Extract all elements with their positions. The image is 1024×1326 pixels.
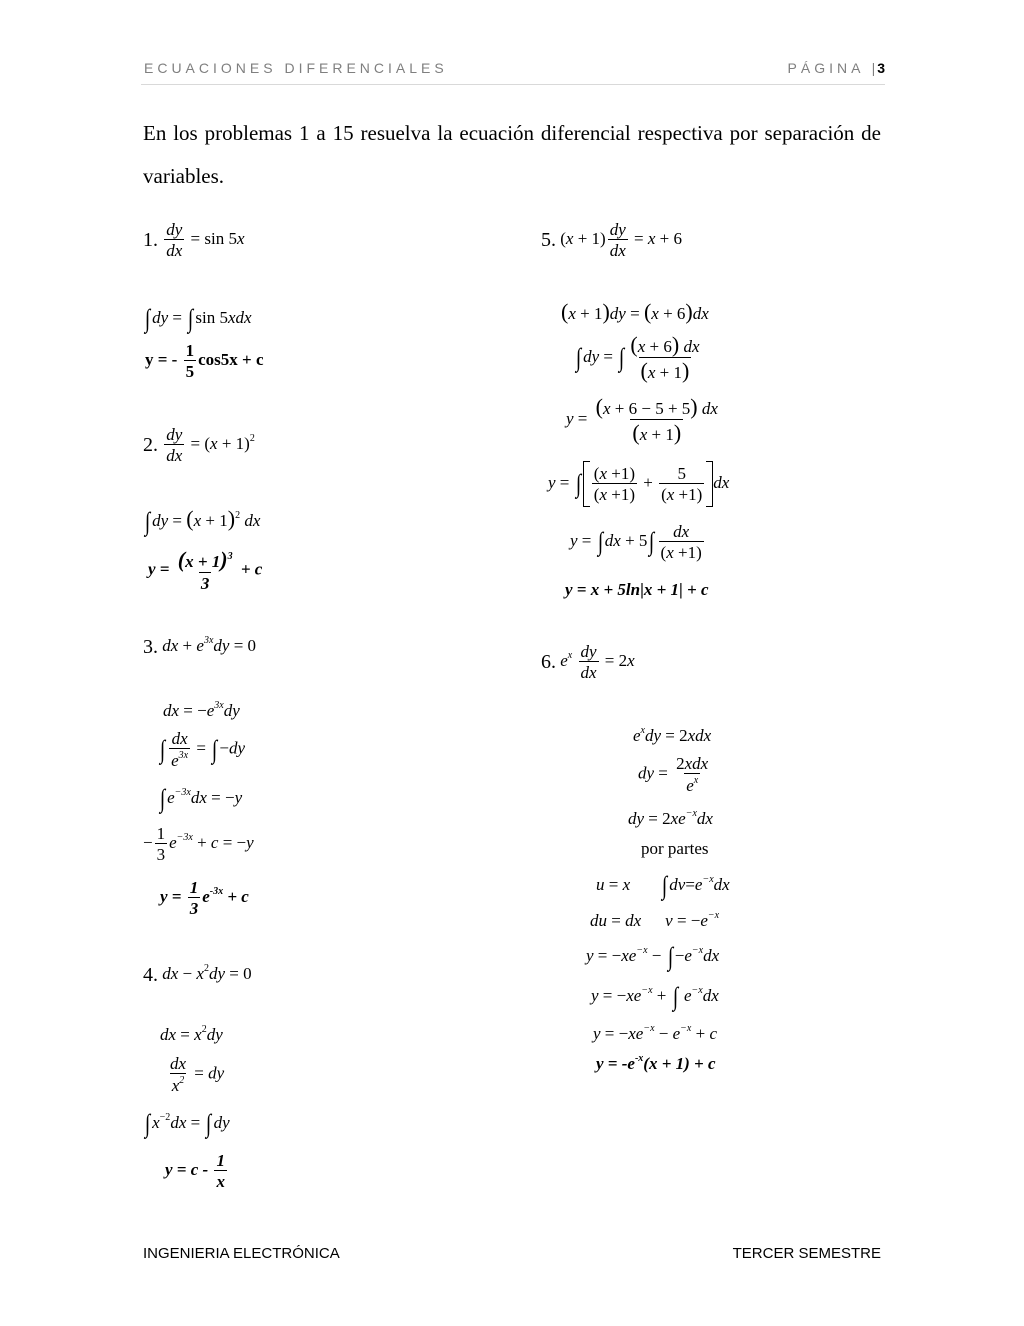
problem-3-step-1: dx = $-e^{3x}dy$: [163, 700, 240, 720]
header-title: ECUACIONES DIFERENCIALES: [144, 60, 448, 76]
problem-3-step-3: ∫ $e^{-3x}dx = -y$: [159, 784, 243, 813]
problem-6-step-2: dy = $\frac{\text{2xdx}}{e^x}$: [638, 754, 709, 795]
problem-number: 2.: [143, 434, 158, 456]
problem-number: 1.: [143, 229, 158, 251]
problem-6-equation: 6. $e^x$ $\frac{dy}{dx}$ = 2x: [541, 642, 635, 682]
footer-left: INGENIERIA ELECTRÓNICA: [143, 1245, 340, 1262]
problem-5-step-3: y = $\frac{(x + 6 - 5 + 5) dx}{(x + 1)}$: [566, 394, 718, 445]
problem-1-answer: y = - $\frac{1}{5}$ cos5x + c: [145, 341, 264, 381]
problem-1-step-1: ∫ dy = ∫ sin 5xdx: [144, 304, 252, 333]
problem-6-step-3: dy = $2xe^{-x}dx$: [628, 808, 713, 828]
problem-4-step-2: $\frac{dx}{x^2}$ = dy: [170, 1054, 225, 1095]
header-page-label: PÁGINA: [787, 60, 864, 76]
problem-4-step-3: ∫ $x^{-2}dx$ = ∫ dy: [144, 1109, 230, 1138]
intro-paragraph: En los problemas 1 a 15 resuelva la ecuación diferencial respectiva por separación de variables.: [143, 121, 881, 188]
problem-3-equation: 3. dx + $e^{3x}dy = 0$: [143, 635, 257, 659]
problem-6-step-8: $y = -xe^{-x} - e^{-x} + c$: [593, 1023, 717, 1043]
problem-5-step-5: y = ∫ dx + 5∫ $\frac{dx}{(x +1)}$: [570, 522, 702, 562]
problem-3-step-4: − $\frac{1}{3}$ $e^{-3x} + c = -y$: [143, 824, 254, 864]
problem-4-step-1: dx = $x^2dy$: [160, 1024, 223, 1044]
problem-6-step-5: du = dx $v = -e^{-x}$: [590, 910, 720, 930]
problem-3-step-2: ∫ $\frac{dx}{e^{3x}}$ = ∫ −dy: [159, 729, 245, 770]
problem-number: 5.: [541, 229, 556, 251]
problem-4-answer: y = c - $\frac{1}{x}$: [165, 1151, 225, 1191]
problem-6-step-7: $y = -xe^{-x}$ + ∫ $e^{-x}dx$: [591, 982, 719, 1011]
problem-6-step-6: $y = -xe^{-x}$ − ∫ $-e^{-x}dx$: [586, 942, 720, 971]
problem-2-step-1: ∫ dy = $(x + 1)^2$ dx: [144, 506, 261, 537]
problem-6-step-4: u = x ∫ $dv=e^{-x}dx$: [596, 871, 730, 900]
problem-4-equation: 4. dx − $x^2dy = 0$: [143, 963, 252, 987]
problem-3-answer: y = $\frac{1}{3}$ $e^{-3x} + c$: [160, 878, 249, 918]
problem-2-answer: y = $\frac{(x + 1)^3}{3}$ + c: [148, 547, 263, 593]
problem-5-answer: y = x + 5ln|x + 1| + c: [565, 580, 709, 599]
problem-5-step-1: (x + 1)dy = (x + 6)dx: [561, 299, 709, 324]
page-number: 3: [877, 60, 885, 76]
problem-2-equation: 2. $\frac{dy}{dx}$ = $(x + 1)^2$: [143, 425, 255, 465]
footer-right: TERCER SEMESTRE: [732, 1245, 881, 1262]
problem-6-por-partes: por partes: [641, 839, 709, 858]
problem-number: 3.: [143, 636, 158, 659]
problem-5-step-2: ∫ dy = ∫ $\frac{(x + 6) dx}{(x + 1)}$: [575, 332, 700, 383]
page-header: [141, 58, 885, 85]
problem-number: 6.: [541, 651, 556, 673]
problem-6-step-1: $e^xdy = 2xdx$: [633, 725, 712, 745]
problem-6-answer: $y = -e^{-x}(x + 1) + c$: [596, 1053, 716, 1073]
header-separator: |: [871, 60, 878, 76]
header-page: [788, 60, 885, 76]
problem-5-step-4: y = ∫ $\frac{(x +1)}{(x +1)}$ + $\frac{5}{(x +1)}$ dx: [548, 461, 729, 507]
problem-1-equation: 1. $\frac{dy}{dx}$ = sin 5x: [143, 220, 245, 260]
problem-number: 4.: [143, 964, 158, 987]
problem-5-equation: 5. (x + 1) $\frac{dy}{dx}$ = x + 6: [541, 220, 682, 260]
